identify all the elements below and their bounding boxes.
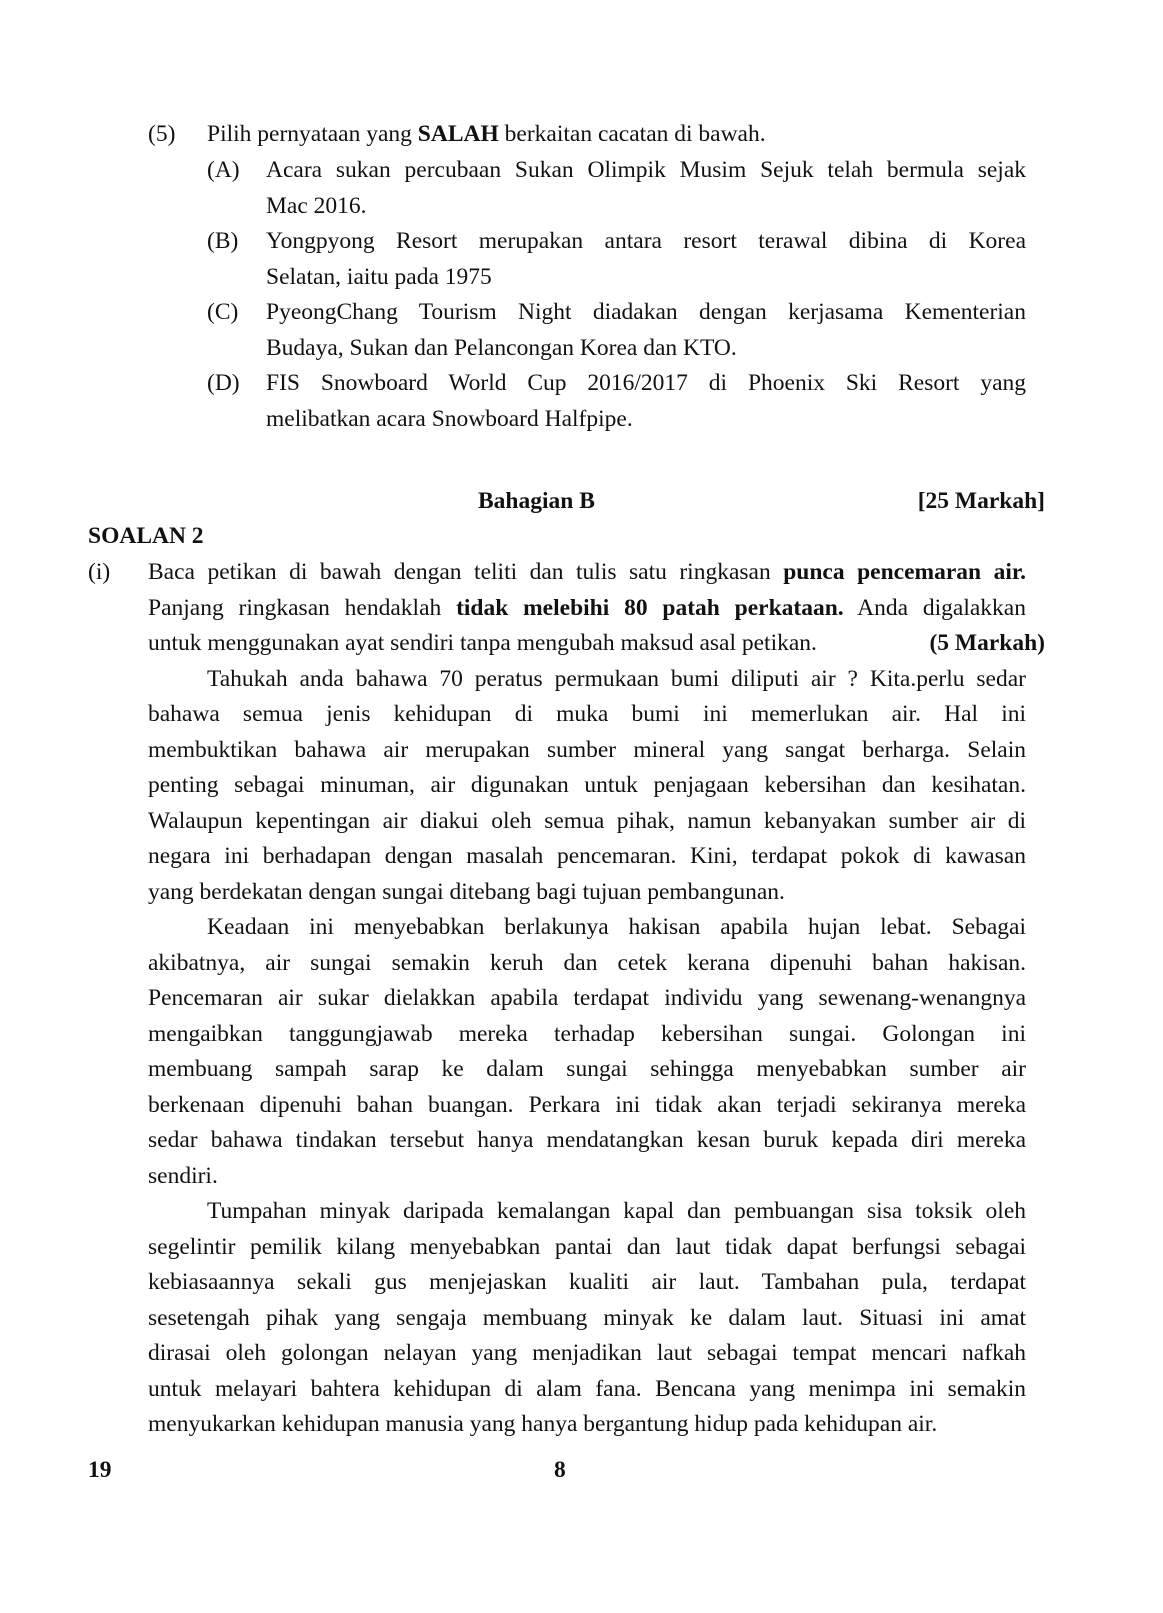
option-a-line-2: Mac 2016.: [266, 193, 367, 219]
passage-p2-line-6: berkenaan dipenuhi bahan buangan. Perkara ini tidak akan terjadi sekiranya mereka: [148, 1092, 1026, 1118]
instruction-line-1: Baca petikan di bawah dengan teliti dan tulis satu ringkasan punca pencemaran air.: [148, 559, 1027, 585]
instruction-marks: (5 Markah): [929, 630, 1045, 656]
passage-p2-line-1: Keadaan ini menyebabkan berlakunya hakisan apabila hujan lebat. Sebagai: [207, 914, 1026, 940]
passage-p1-line-4: penting sebagai minuman, air digunakan untuk penjagaan kebersihan dan kesihatan.: [148, 772, 1026, 798]
passage-p3-line-5: dirasai oleh golongan nelayan yang menjadikan laut sebagai tempat mencari nafkah: [148, 1340, 1026, 1366]
option-c-label: (C): [207, 299, 239, 325]
instruction-line-2: Panjang ringkasan hendaklah tidak melebihi 80 patah perkataan. Anda digalakkan: [148, 595, 1026, 621]
option-a-line-1: Acara sukan percubaan Sukan Olimpik Musim Sejuk telah bermula sejak: [266, 157, 1026, 183]
passage-p1-line-6: negara ini berhadapan dengan masalah pencemaran. Kini, terdapat pokok di kawasan: [148, 843, 1026, 869]
passage-p2-line-3: Pencemaran air sukar dielakkan apabila terdapat individu yang sewenang-wenangnya: [148, 985, 1026, 1011]
passage-p2-line-8: sendiri.: [148, 1163, 218, 1189]
option-b-line-2: Selatan, iaitu pada 1975: [266, 264, 492, 290]
passage-p3-line-6: untuk melayari bahtera kehidupan di alam fana. Bencana yang menimpa ini semakin: [148, 1376, 1026, 1402]
question-5-number: (5): [148, 121, 176, 147]
option-b-line-1: Yongpyong Resort merupakan antara resort terawal dibina di Korea: [266, 228, 1026, 254]
passage-p3-line-4: sesetengah pihak yang sengaja membuang minyak ke dalam laut. Situasi ini amat: [148, 1305, 1026, 1331]
footer-page-number: 8: [554, 1457, 566, 1483]
passage-p1-line-3: membuktikan bahawa air merupakan sumber mineral yang sangat berharga. Selain: [148, 737, 1026, 763]
question-2-heading: SOALAN 2: [88, 523, 204, 549]
section-title: Bahagian B: [478, 488, 595, 514]
option-c-line-2: Budaya, Sukan dan Pelancongan Korea dan KTO.: [266, 335, 737, 361]
option-a-label: (A): [207, 157, 240, 183]
footer-page-code: 19: [88, 1457, 112, 1483]
option-b-label: (B): [207, 228, 239, 254]
passage-p3-line-1: Tumpahan minyak daripada kemalangan kapal dan pembuangan sisa toksik oleh: [207, 1198, 1026, 1224]
section-marks: [25 Markah]: [917, 488, 1045, 514]
question-5-prompt: Pilih pernyataan yang SALAH berkaitan cacatan di bawah.: [207, 121, 766, 147]
passage-p3-line-2: segelintir pemilik kilang menyebabkan pantai dan laut tidak dapat berfungsi sebagai: [148, 1234, 1026, 1260]
option-d-line-1: FIS Snowboard World Cup 2016/2017 di Phoenix Ski Resort yang: [266, 370, 1026, 396]
passage-p2-line-4: mengaibkan tanggungjawab mereka terhadap kebersihan sungai. Golongan ini: [148, 1021, 1026, 1047]
passage-p2-line-7: sedar bahawa tindakan tersebut hanya mendatangkan kesan buruk kepada diri mereka: [148, 1127, 1026, 1153]
passage-p3-line-7: menyukarkan kehidupan manusia yang hanya bergantung hidup pada kehidupan air.: [148, 1411, 938, 1437]
passage-p1-line-1: Tahukah anda bahawa 70 peratus permukaan bumi diliputi air ? Kita.perlu sedar: [207, 666, 1026, 692]
option-d-line-2: melibatkan acara Snowboard Halfpipe.: [266, 406, 633, 432]
passage-p3-line-3: kebiasaannya sekali gus menjejaskan kualiti air laut. Tambahan pula, terdapat: [148, 1269, 1026, 1295]
option-d-label: (D): [207, 370, 240, 396]
passage-p1-line-7: yang berdekatan dengan sungai ditebang bagi tujuan pembangunan.: [148, 879, 785, 905]
passage-p2-line-2: akibatnya, air sungai semakin keruh dan cetek kerana dipenuhi bahan hakisan.: [148, 950, 1026, 976]
question-2-part-label: (i): [88, 559, 111, 585]
instruction-line-3: untuk menggunakan ayat sendiri tanpa mengubah maksud asal petikan.: [148, 630, 817, 656]
passage-p2-line-5: membuang sampah sarap ke dalam sungai sehingga menyebabkan sumber air: [148, 1056, 1026, 1082]
option-c-line-1: PyeongChang Tourism Night diadakan dengan kerjasama Kementerian: [266, 299, 1026, 325]
passage-p1-line-5: Walaupun kepentingan air diakui oleh semua pihak, namun kebanyakan sumber air di: [148, 808, 1026, 834]
passage-p1-line-2: bahawa semua jenis kehidupan di muka bumi ini memerlukan air. Hal ini: [148, 701, 1026, 727]
